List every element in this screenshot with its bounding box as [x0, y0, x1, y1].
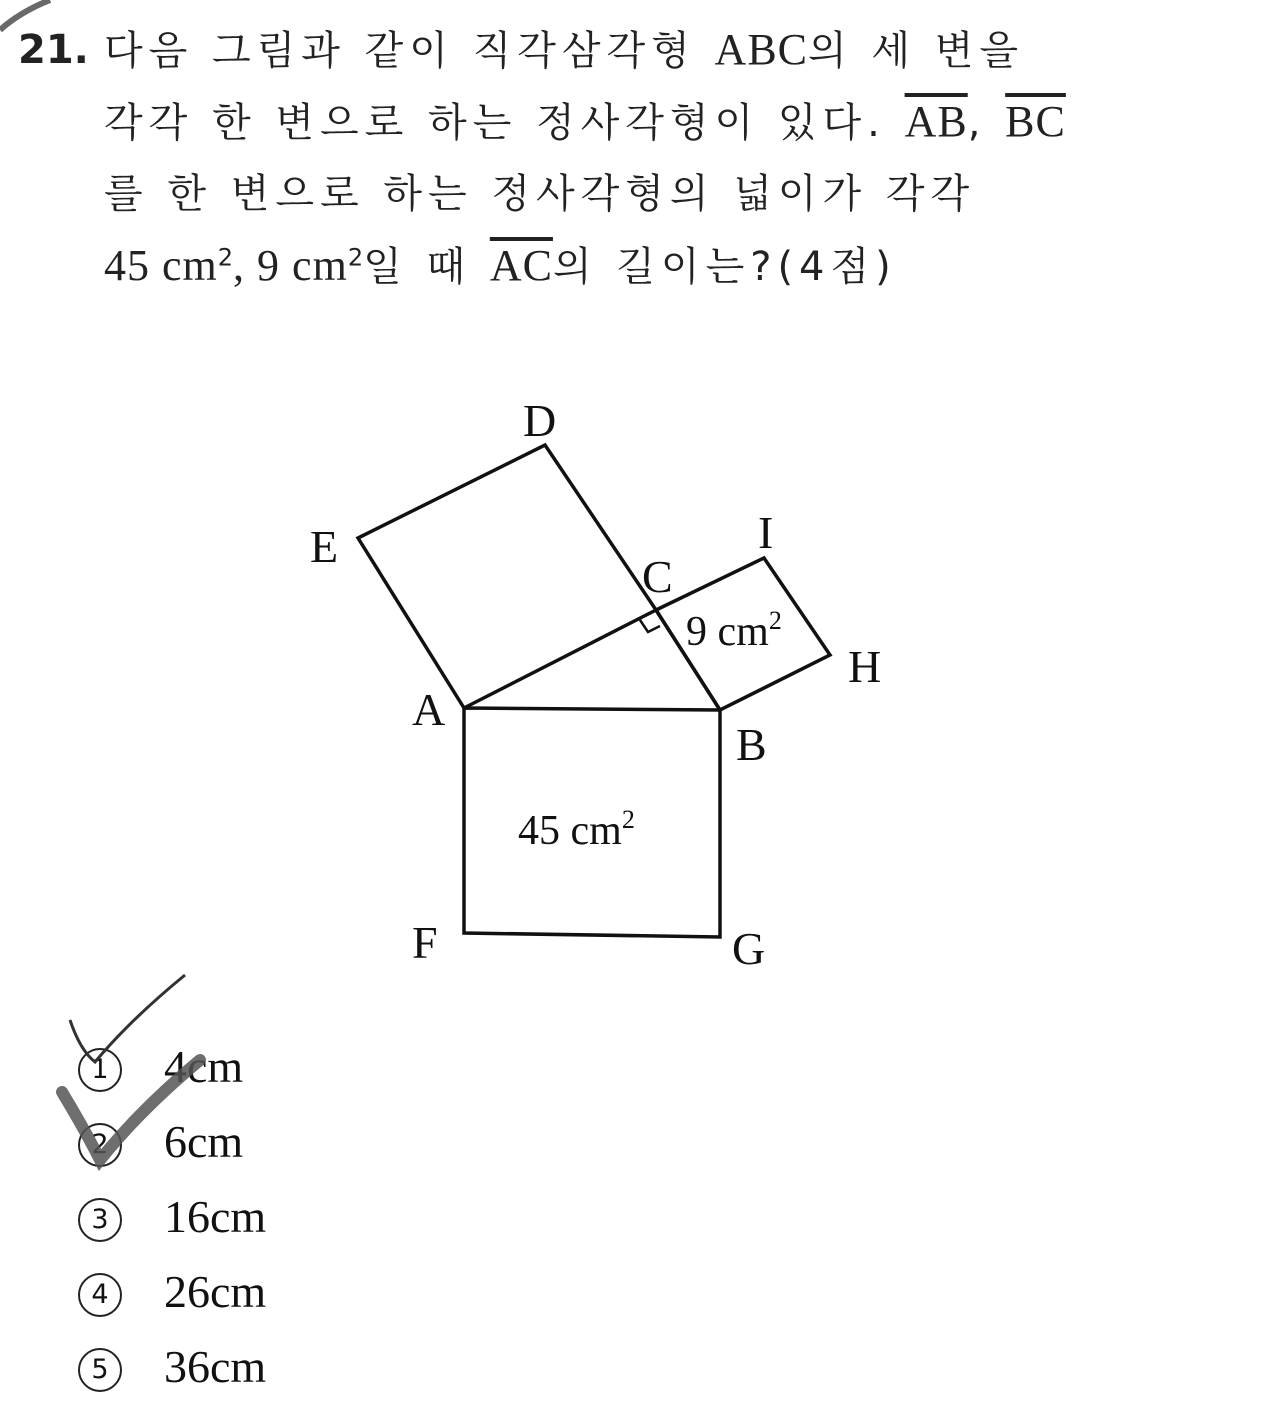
right-angle-mark: [640, 620, 660, 632]
square-on-ac: [358, 445, 656, 708]
segment-ab: $\overline{AB}$: [904, 97, 968, 146]
choice-text-5: 36cm: [164, 1341, 267, 1392]
question-text: 를 한 변으로 하는 정사각형의 넓이가 각각: [104, 171, 976, 217]
area-value-2: , 9 cm: [233, 241, 348, 290]
segment-ac: $\overline{AC}$: [489, 241, 553, 290]
question-text: 의 세 변을: [808, 28, 1025, 74]
question-text: 다음 그림과 같이 직각삼각형: [104, 28, 696, 74]
choice-number-1: 1: [78, 1048, 122, 1092]
exponent: 2: [217, 243, 234, 272]
label-d: D: [523, 395, 557, 446]
choice-number-4: 4: [78, 1273, 122, 1317]
label-h: H: [848, 641, 882, 692]
area-label-ab-exponent: 2: [621, 805, 635, 834]
area-label-ab: [518, 805, 635, 854]
choice-text-2: 6cm: [164, 1116, 244, 1167]
choice-number-5: 5: [78, 1348, 122, 1392]
area-label-bc: [686, 606, 782, 655]
area-value-1: 45 cm: [104, 241, 218, 290]
label-e: E: [310, 521, 339, 572]
label-c: C: [642, 551, 673, 602]
area-label-ab-value: 45 cm: [518, 808, 622, 854]
segment-bc: $\overline{BC}$: [1005, 97, 1066, 146]
area-label-bc-exponent: 2: [768, 606, 782, 635]
choice-number-3: 3: [78, 1198, 122, 1242]
question-text: 일 때: [363, 244, 472, 290]
label-b: B: [736, 719, 767, 770]
label-i: I: [758, 507, 774, 558]
label-f: F: [412, 917, 438, 968]
question-text: 의 길이는?(4점): [552, 244, 897, 290]
exponent: 2: [347, 243, 364, 272]
question-number: 21.: [18, 27, 89, 73]
label-g: G: [732, 923, 766, 974]
choice-text-4: 26cm: [164, 1266, 267, 1317]
choice-text-1: 4cm: [164, 1041, 244, 1092]
choice-text-3: 16cm: [164, 1191, 267, 1242]
label-a: A: [412, 684, 446, 735]
question-text: 각각 한 변으로 하는 정사각형이 있다.: [104, 100, 886, 146]
area-label-bc-value: 9 cm: [686, 609, 769, 655]
choice-number-2: 2: [78, 1123, 122, 1167]
comma: ,: [967, 100, 987, 146]
triangle-name: ABC: [714, 25, 809, 74]
